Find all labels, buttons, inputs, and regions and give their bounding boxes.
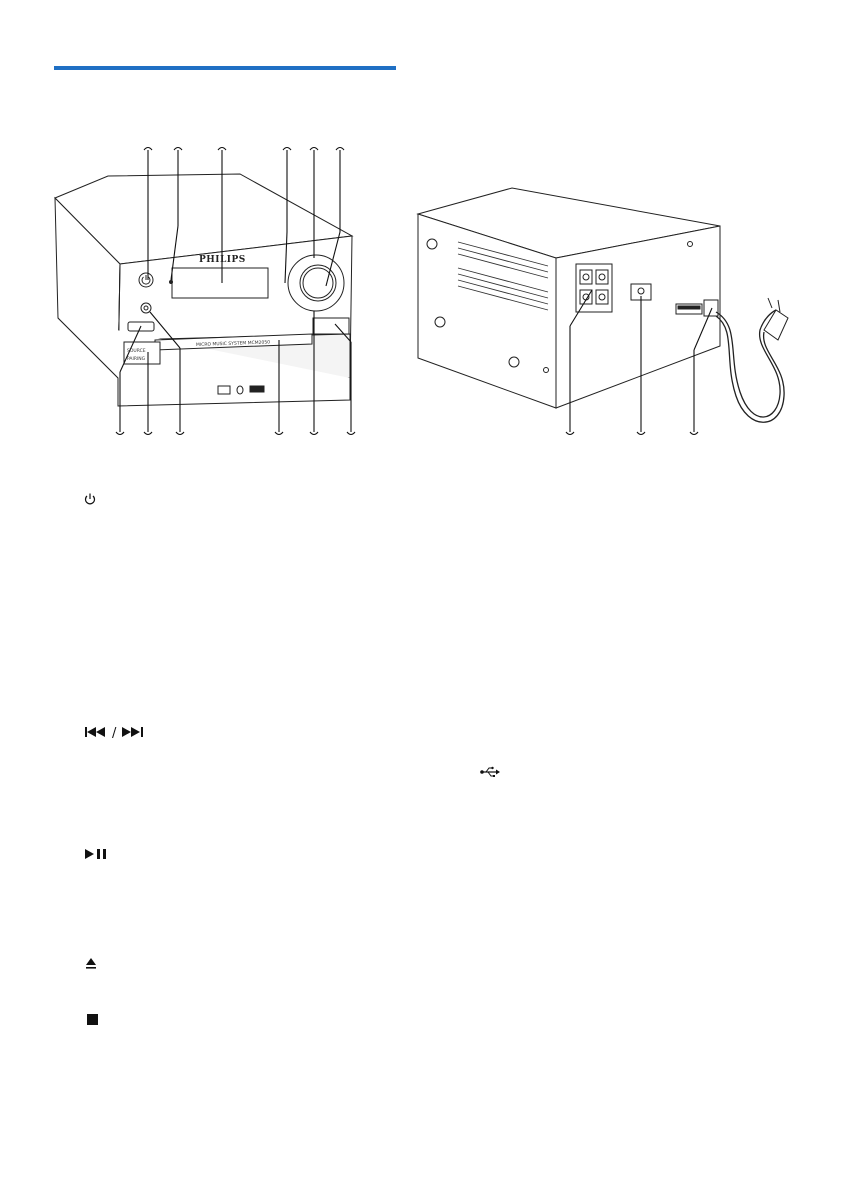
pairing-button-label: PAIRING (127, 357, 146, 362)
next-track-icon (122, 726, 144, 738)
play-pause-icon (85, 848, 111, 860)
list-separator: / (112, 726, 117, 741)
front-unit (55, 174, 352, 406)
source-button-label: SOURCE (127, 349, 146, 354)
front-brand-logo: PHILIPS (199, 255, 246, 265)
rear-unit (418, 188, 788, 422)
usb-icon (480, 766, 500, 778)
eject-icon (85, 957, 97, 971)
product-overview-figure (0, 0, 842, 450)
power-icon (84, 492, 96, 506)
disc-slot-label: MICRO MUSIC SYSTEM MCM2050 (195, 340, 271, 348)
previous-track-icon (85, 726, 107, 738)
stop-icon (87, 1014, 98, 1025)
